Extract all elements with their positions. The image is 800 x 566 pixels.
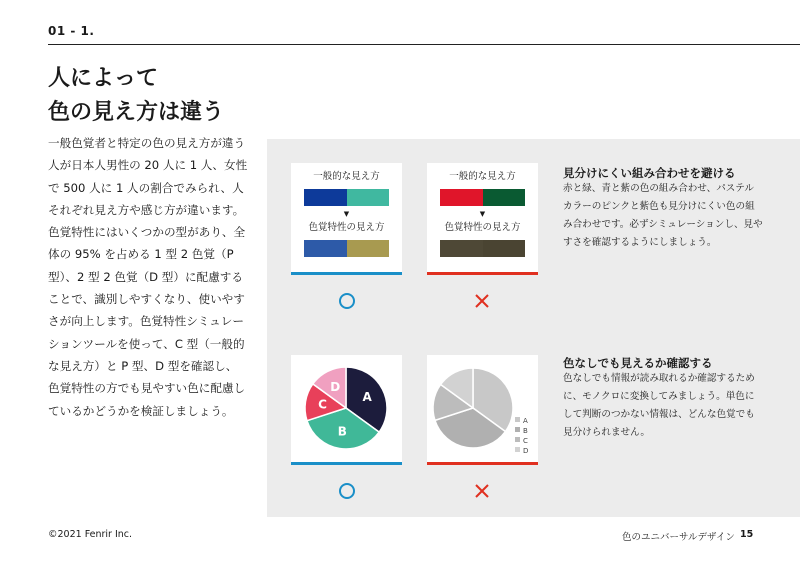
legend-swatch-c	[515, 437, 520, 442]
page-title	[48, 62, 224, 130]
cvd-vision-label: 色覚特性の見え方	[308, 222, 385, 233]
pie-label-c: C	[318, 397, 327, 412]
example2-heading: 色なしでも見えるか確認する	[563, 356, 713, 370]
down-arrow-icon: ▼	[343, 210, 350, 218]
circle-ok-icon	[337, 291, 357, 311]
cross-ng-icon	[472, 481, 492, 501]
page-number: 15	[740, 529, 754, 540]
color-pie-chart	[291, 355, 402, 462]
legend-swatch-a	[515, 417, 520, 422]
legend-swatch-d	[515, 447, 520, 452]
legend-label-c: C	[523, 437, 528, 445]
swatch-green	[483, 189, 526, 206]
normal-vision-label: 一般的な見え方	[449, 171, 516, 182]
pie-label-d: D	[330, 379, 341, 394]
swatch-blue	[304, 189, 347, 206]
legend-swatch-b	[515, 427, 520, 432]
legend-label-d: D	[523, 447, 529, 455]
copyright: ©2021 Fenrir Inc.	[48, 529, 133, 540]
cvd-swatches	[304, 240, 389, 257]
mono-pie-chart	[427, 355, 538, 462]
bad-underline	[427, 462, 538, 465]
normal-swatches	[304, 189, 389, 206]
swatch-sim-brown-2	[483, 240, 526, 257]
example2-description: 色なしでも情報が読み取れるか確認するために、モノクロに変換してみましょう。単色にして判断のつかない情報は、どんな色覚でも見分けられません。	[563, 373, 755, 438]
cvd-swatches	[440, 240, 525, 257]
good-color-card	[291, 163, 402, 275]
normal-swatches	[440, 189, 525, 206]
cross-ng-icon	[472, 291, 492, 311]
bad-color-card	[427, 163, 538, 275]
document-title: 色のユニバーサルデザイン	[622, 532, 735, 543]
swatch-sim-brown-1	[440, 240, 483, 257]
body-paragraph: 一般色覚者と特定の色の見え方が違う人が日本人男性の 20 人に 1 人、女性で 500 人に 1 人の割合でみられ、人それぞれ見え方や感じ方が違います。色覚特性にはいくつかの型があり、全体の 95% を占める 1 型 2 色覚（P 型）、2 型 2 色覚（D 型）に配慮することで、識別しやすくなり、使いやすさが向上します。色覚特性シミュレーションツールを使って、C 型（一般的な見え方）と P 型、D 型を確認し、色覚特性の方でも見やすい色に配慮しているかどうかを検証しましょう。	[48, 136, 248, 418]
example1-description: 赤と緑、青と紫の色の組み合わせ、パステルカラーのピンクと紫色も見分けにくい色の組み合わせです。必ずシミュレーションし、見やすさを確認するようにしましょう。	[563, 183, 763, 248]
cvd-vision-label: 色覚特性の見え方	[444, 222, 521, 233]
section-number: 01 - 1.	[48, 24, 95, 38]
swatch-red	[440, 189, 483, 206]
legend-label-a: A	[523, 417, 528, 425]
good-underline	[291, 462, 402, 465]
circle-ok-icon	[337, 481, 357, 501]
header-rule	[48, 44, 800, 45]
example1-heading: 見分けにくい組み合わせを避ける	[563, 166, 736, 180]
title-line-2: 色の見え方は違う	[48, 100, 225, 125]
good-underline	[291, 272, 402, 275]
swatch-sim-olive	[347, 240, 390, 257]
pie-label-b: B	[337, 424, 347, 439]
pie-label-a: A	[362, 390, 372, 405]
title-line-1: 人によって	[48, 66, 159, 91]
bad-underline	[427, 272, 538, 275]
legend-label-b: B	[523, 427, 528, 435]
down-arrow-icon: ▼	[479, 210, 486, 218]
swatch-teal	[347, 189, 390, 206]
mono-pie-card	[427, 355, 538, 465]
color-pie-card	[291, 355, 402, 465]
swatch-sim-blue	[304, 240, 347, 257]
normal-vision-label: 一般的な見え方	[313, 171, 380, 182]
